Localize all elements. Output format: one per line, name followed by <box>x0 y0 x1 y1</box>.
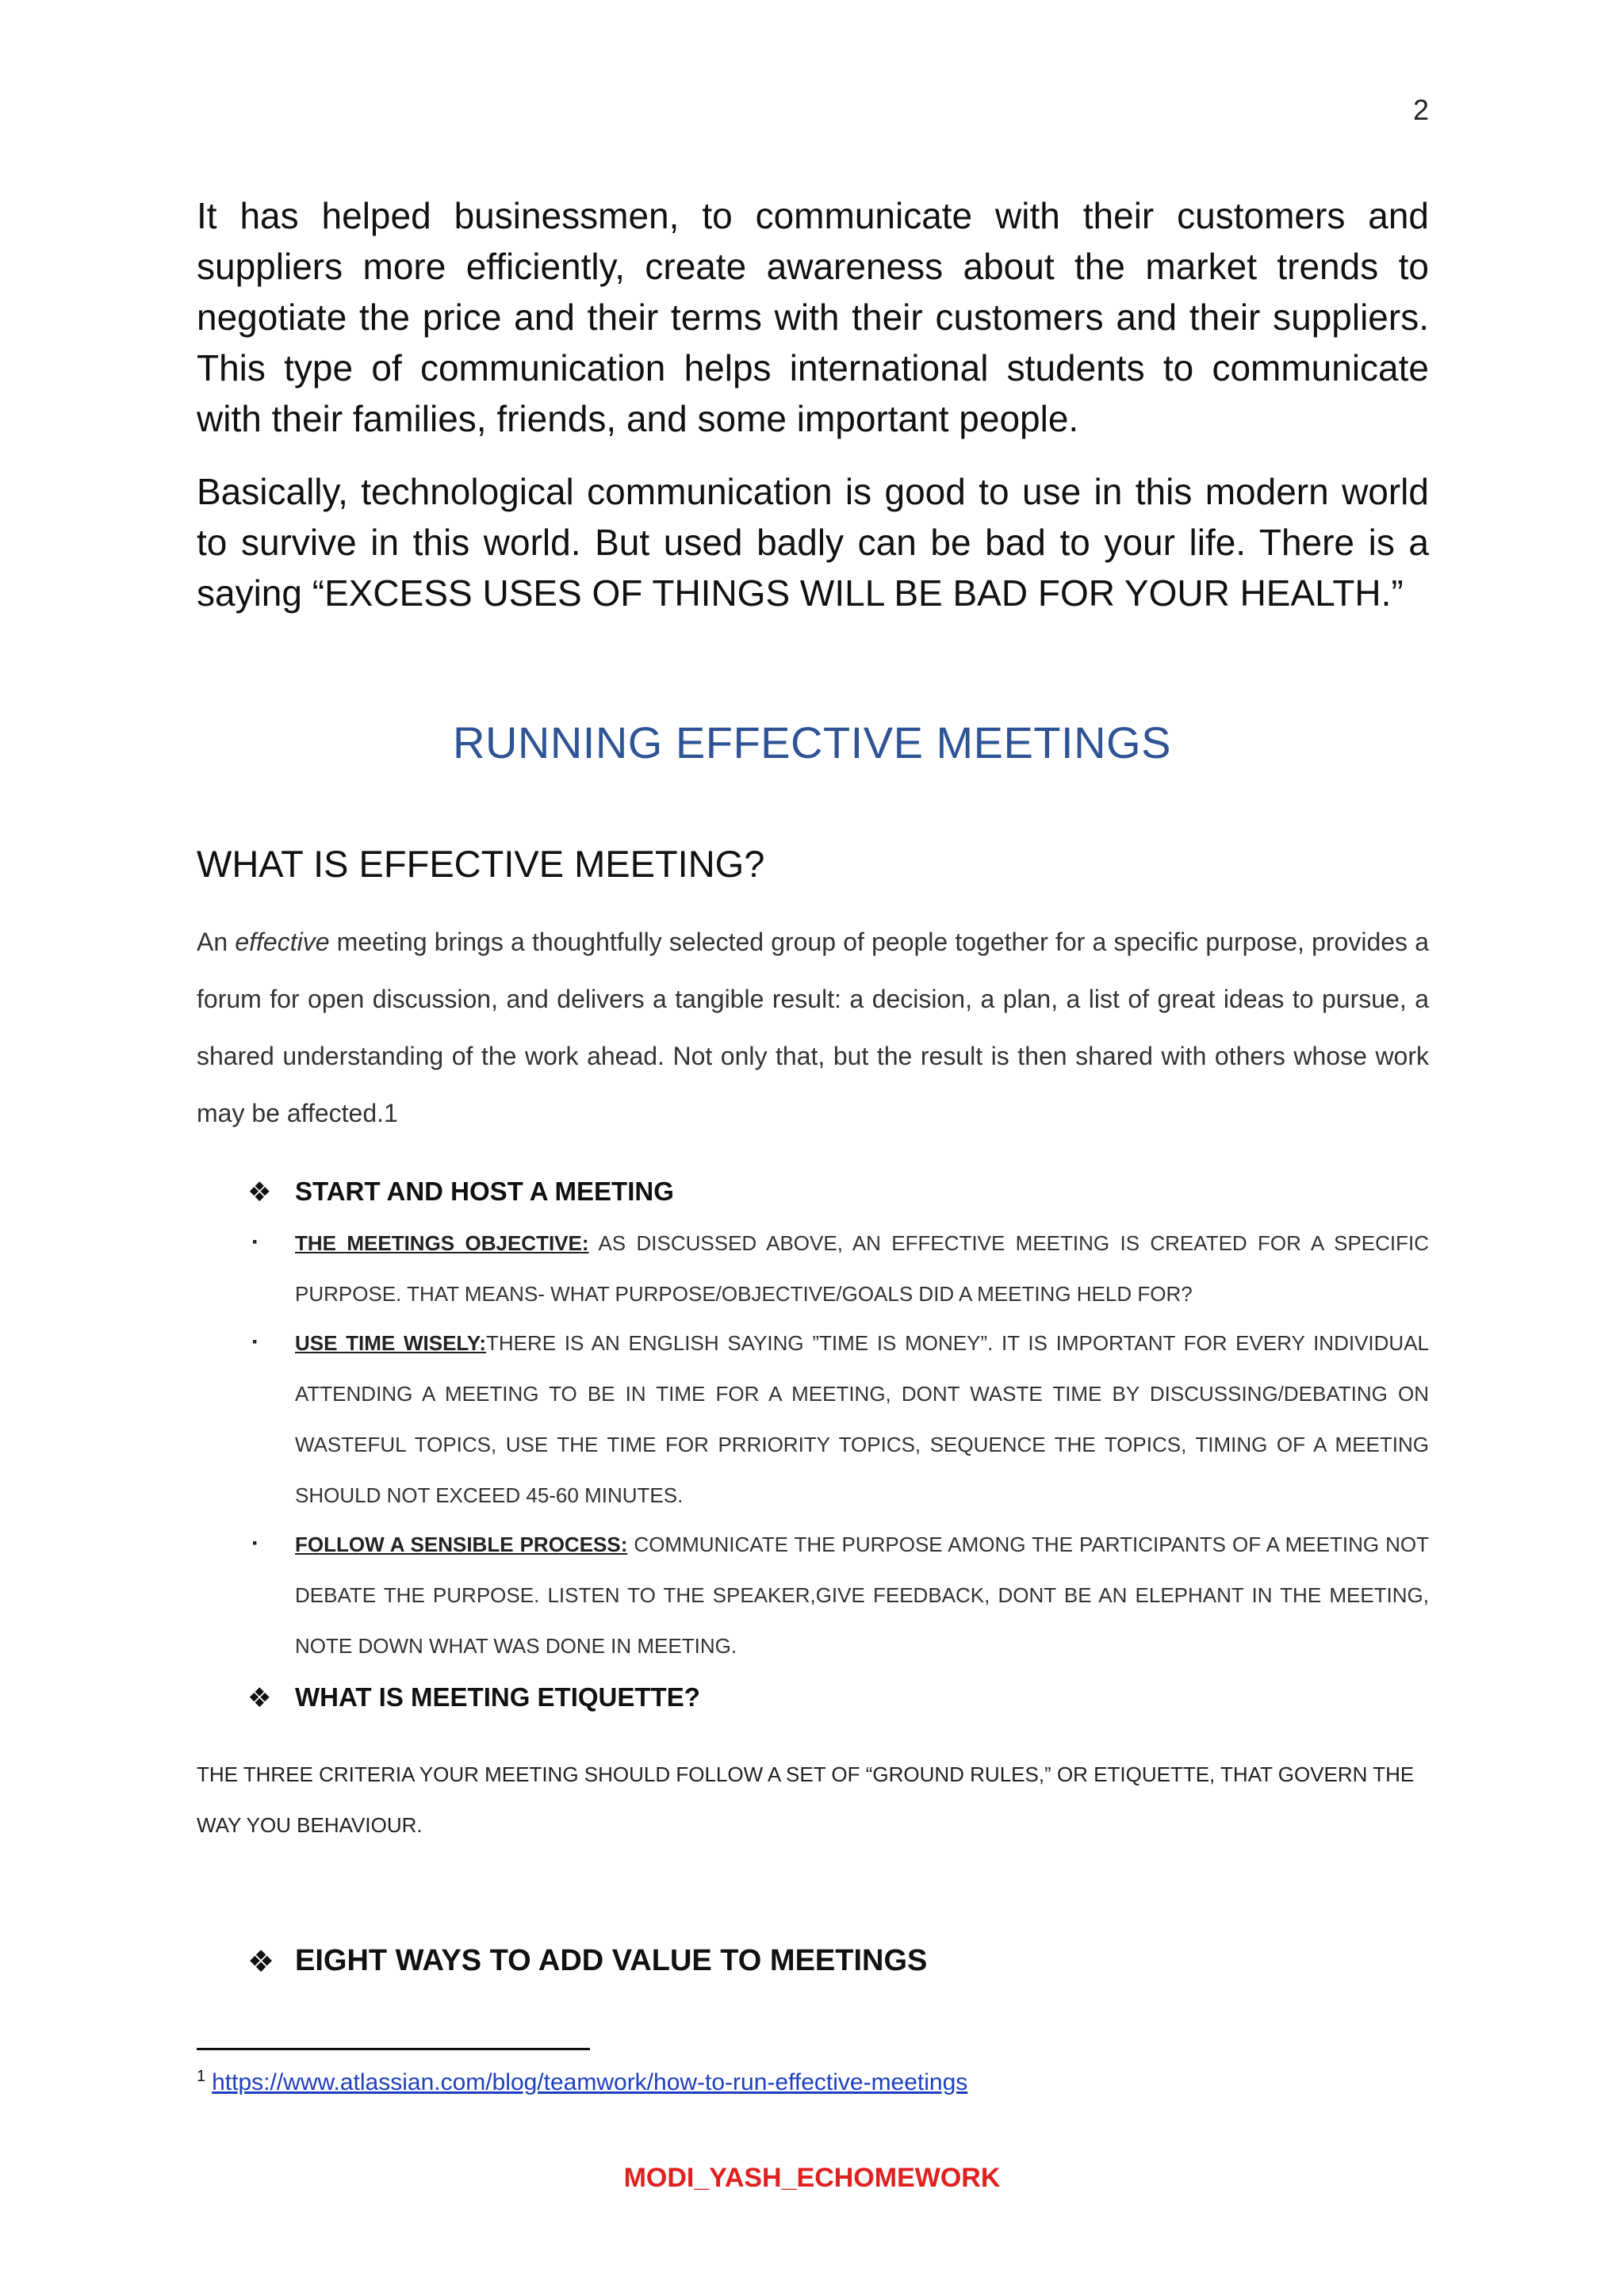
list-item <box>295 1218 1429 1319</box>
definition-text: meeting brings a thoughtfully selected group of people together for a specific purpose, provides a forum for open discussion, and delivers a tangible result: a decision, a plan, a list of great ideas to pursue, a shared understanding of the work ahead. Not only that, but the result is then shared with others whose work may be affected.1 <box>197 928 1430 1127</box>
etiquette-paragraph: THE THREE CRITERIA YOUR MEETING SHOULD FOLLOW A SET OF “GROUND RULES,” OR ETIQUETTE, THAT GOVERN THE WAY YOU BEHAVIOUR. <box>197 1762 1415 1837</box>
intro-paragraph-1: It has helped businessmen, to communicate with their customers and suppliers more efficiently, create awareness about the market trends to negotiate the price and their terms with their customers and their suppliers. This type of communication helps international students to communicate with their families, friends, and some important people. <box>197 195 1429 439</box>
page-number: 2 <box>1412 94 1429 126</box>
intro-section <box>197 190 1429 641</box>
square-bullet-icon: ▪ <box>252 1535 258 1551</box>
footnote-divider <box>197 2048 590 2050</box>
definition-emphasis: effective <box>235 928 330 956</box>
footnote-number: 1 <box>197 2068 206 2085</box>
list-item <box>295 1519 1429 1671</box>
item-text: COMMUNICATE THE PURPOSE AMONG THE PARTICIPANTS OF A MEETING NOT DEBATE THE PURPOSE. LISTEN TO THE SPEAKER,GIVE FEEDBACK, DONT BE AN ELEPHANT IN THE MEETING, NOTE DOWN WHAT WAS DONE IN MEETING. <box>295 1533 1429 1658</box>
eight-ways-heading: EIGHT WAYS TO ADD VALUE TO MEETINGS <box>295 1944 928 1977</box>
definition-paragraph <box>197 913 1429 1142</box>
start-host-heading: START AND HOST A MEETING <box>295 1177 674 1206</box>
diamond-bullet-icon: ❖ <box>247 1946 275 1979</box>
section-heading: WHAT IS EFFECTIVE MEETING? <box>197 843 765 885</box>
item-label: USE TIME WISELY: <box>295 1331 486 1355</box>
item-text: AS DISCUSSED ABOVE, AN EFFECTIVE MEETING IS CREATED FOR A SPECIFIC PURPOSE. THAT MEANS- WHAT PURPOSE/OBJECTIVE/GOALS DID A MEETING HELD FOR? <box>295 1231 1430 1306</box>
etiquette-heading: WHAT IS MEETING ETIQUETTE? <box>295 1682 700 1712</box>
item-label: THE MEETINGS OBJECTIVE: <box>295 1231 589 1255</box>
definition-prefix: An <box>197 928 236 956</box>
square-bullet-icon: ▪ <box>252 1234 258 1249</box>
item-label: FOLLOW A SENSIBLE PROCESS: <box>295 1533 628 1556</box>
footnote-link[interactable]: https://www.atlassian.com/blog/teamwork/how-to-run-effective-meetings <box>212 2069 968 2095</box>
square-bullet-icon: ▪ <box>252 1334 258 1349</box>
list-item <box>295 1318 1429 1521</box>
page-title: RUNNING EFFECTIVE MEETINGS <box>453 718 1171 767</box>
footnote <box>197 2068 967 2096</box>
diamond-bullet-icon: ❖ <box>247 1683 272 1713</box>
footer-label: MODI_YASH_ECHOMEWORK <box>623 2163 1001 2193</box>
intro-paragraph-2: Basically, technological communication is good to use in this modern world to survive in this world. But used badly can be bad to your life. There is a saying “EXCESS USES OF THINGS WILL BE BAD FOR YOUR HEALTH.” <box>197 471 1429 614</box>
diamond-bullet-icon: ❖ <box>247 1177 272 1207</box>
item-text: THERE IS AN ENGLISH SAYING ”TIME IS MONEY”. IT IS IMPORTANT FOR EVERY INDIVIDUAL ATTENDING A MEETING TO BE IN TIME FOR A MEETING, DONT WASTE TIME BY DISCUSSING/DEBATING ON WASTEFUL TOPICS, USE THE TIME FOR PRRIORITY TOPICS, SEQUENCE THE TOPICS, TIMING OF A MEETING SHOULD NOT EXCEED 45-60 MINUTES. <box>295 1331 1430 1507</box>
